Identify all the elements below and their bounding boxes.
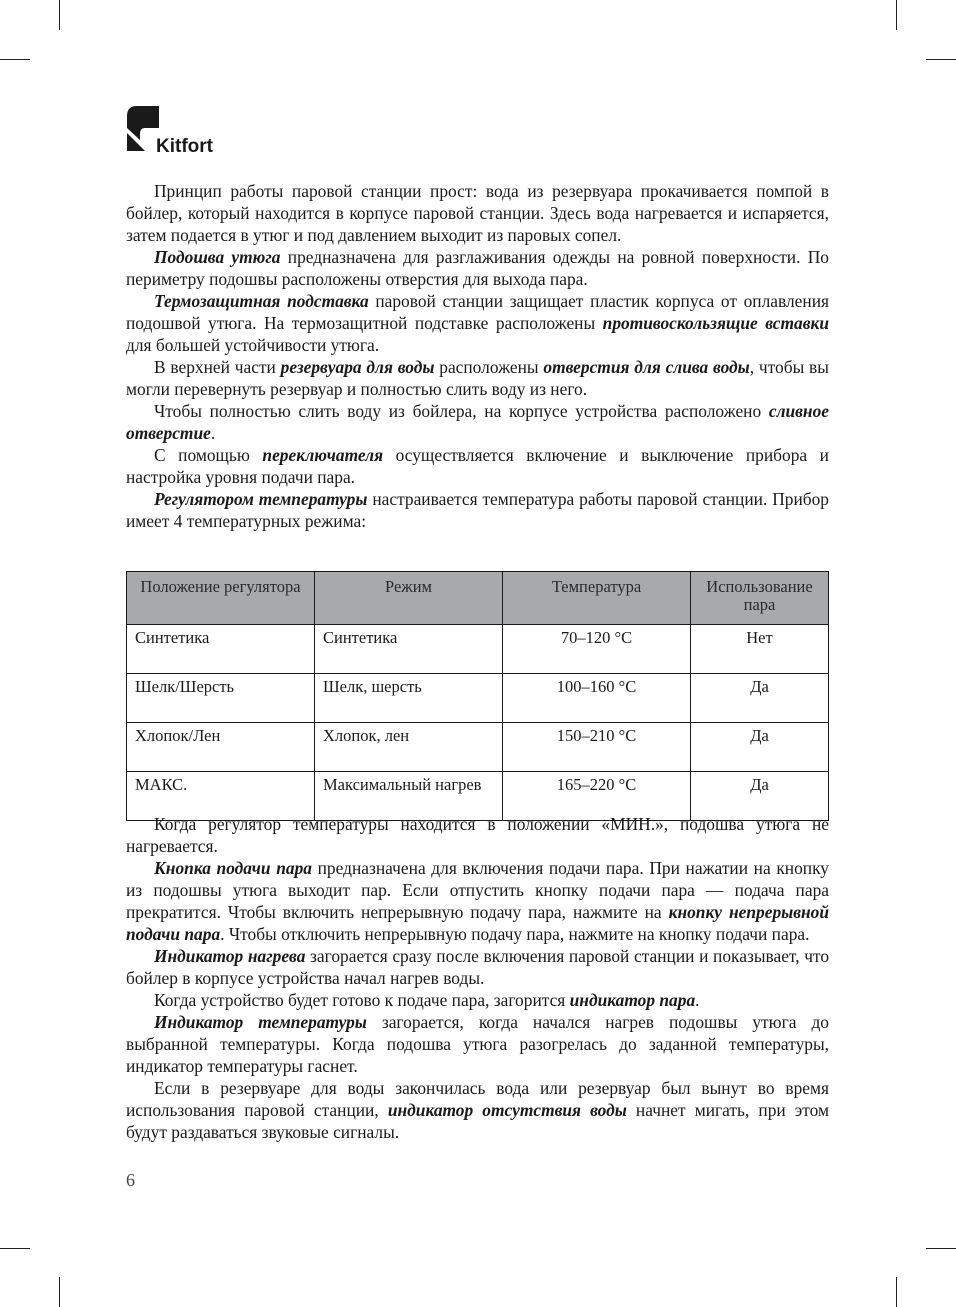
crop-mark <box>0 1248 30 1249</box>
paragraph <box>126 857 829 945</box>
paragraph <box>126 356 829 400</box>
emphasized-term: Кнопка подачи пара <box>154 858 312 878</box>
crop-mark <box>926 1248 956 1249</box>
paragraph-text: . <box>695 990 700 1010</box>
emphasized-term: отверстия для слива воды <box>543 357 750 377</box>
paragraph-text: Когда регулятор температуры находится в положении «МИН.», подошва утюга не нагревается. <box>126 814 829 856</box>
paragraph-text: Когда устройство будет готово к подаче пара, загорится <box>154 990 570 1010</box>
paragraph-text: Принцип работы паровой станции прост: вода из резервуара прокачивается помпой в бойлер, который находится в корпусе паровой станции. Здесь вода нагревается и испаряется, затем подается в утюг и под давлением выходит из паровых сопел. <box>126 181 829 245</box>
table-row <box>127 625 829 674</box>
emphasized-term: кнопку непрерывной подачи пара <box>126 902 829 944</box>
crop-mark <box>59 1277 60 1307</box>
paragraph-text: загорается сразу после включения паровой станции и показывает, что бойлер в корпусе устройства начал нагрев воды. <box>126 946 830 988</box>
table-cell: 100–160 °C <box>503 674 691 723</box>
temperature-modes-table <box>126 571 829 821</box>
paragraph <box>126 290 829 356</box>
table-cell: Да <box>691 723 829 772</box>
paragraph-text: В верхней части <box>154 357 281 377</box>
emphasized-term: Термозащитная подставка <box>154 291 369 311</box>
emphasized-term: индикатор отсутствия воды <box>387 1100 627 1120</box>
paragraph-text: осуществляется включение и выключение прибора и настройка уровня подачи пара. <box>126 445 829 487</box>
paragraph <box>126 989 829 1011</box>
table-cell: Синтетика <box>127 625 315 674</box>
paragraph-text: С помощью <box>154 445 263 465</box>
page-number: 6 <box>126 1170 135 1190</box>
table-cell: 165–220 °C <box>503 772 691 821</box>
emphasized-term: переключателя <box>262 445 384 465</box>
paragraph <box>126 1011 829 1077</box>
paragraph-text: . Чтобы отключить непрерывную подачу пара, нажмите на кнопку подачи пара. <box>220 924 810 944</box>
paragraph-text: Чтобы полностью слить воду из бойлера, на корпусе устройства расположено <box>154 401 769 421</box>
column-header: Режим <box>315 572 503 625</box>
paragraph-text: паровой станции защищает пластик корпуса от оплавления подошвой утюга. На термозащитной подставке расположены <box>126 291 829 333</box>
table-cell: Да <box>691 772 829 821</box>
emphasized-term: противоскользящие вставки <box>602 313 829 333</box>
paragraph-text: предназначена для разглаживания одежды на ровной поверхности. По периметру подошвы расположены отверстия для выхода пара. <box>126 247 829 289</box>
table-header-row <box>127 572 829 625</box>
paragraph-text: . <box>210 423 216 443</box>
crop-mark <box>0 59 30 60</box>
table-cell: Нет <box>691 625 829 674</box>
table-cell: Шелк/Шерсть <box>127 674 315 723</box>
emphasized-term: Индикатор температуры <box>154 1012 367 1032</box>
paragraph <box>126 945 829 989</box>
paragraph <box>126 180 829 246</box>
table-cell: 70–120 °C <box>503 625 691 674</box>
table-row <box>127 723 829 772</box>
paragraph-text: загорается, когда начался нагрев подошвы утюга до выбранной температуры. Когда подошва утюга разогрелась до заданной температуры, индикатор температуры гаснет. <box>126 1012 829 1076</box>
table-cell: Шелк, шерсть <box>315 674 503 723</box>
emphasized-term: Регулятором температуры <box>154 489 368 509</box>
intro-text <box>126 180 829 532</box>
crop-mark <box>896 0 897 30</box>
emphasized-term: индикатор пара <box>569 990 696 1010</box>
crop-mark <box>896 1277 897 1307</box>
paragraph <box>126 444 829 488</box>
paragraph <box>126 400 829 444</box>
table-cell: Синтетика <box>315 625 503 674</box>
paragraph-text: начнет мигать, при этом будут раздаваться звуковые сигналы. <box>126 1100 830 1142</box>
emphasized-term: Индикатор нагрева <box>154 946 306 966</box>
paragraph <box>126 488 829 532</box>
paragraph-text: расположены <box>434 357 544 377</box>
crop-mark <box>926 59 956 60</box>
column-header: Положение регулятора <box>127 572 315 625</box>
emphasized-term: Подошва утюга <box>154 247 281 267</box>
paragraph-text: Если в резервуаре для воды закончилась вода или резервуар был вынут во время использования паровой станции, <box>126 1078 829 1120</box>
paragraph-text: настраивается температура работы паровой станции. Прибор имеет 4 температурных режима: <box>126 489 829 531</box>
table-cell: 150–210 °C <box>503 723 691 772</box>
brand-name: Kitfort <box>156 136 213 157</box>
table-cell: Максимальный нагрев <box>315 772 503 821</box>
table-row <box>127 674 829 723</box>
column-header: Использование пара <box>691 572 829 625</box>
paragraph <box>126 813 829 857</box>
table-cell: Да <box>691 674 829 723</box>
paragraph <box>126 246 829 290</box>
emphasized-term: резервуара для воды <box>280 357 435 377</box>
paragraph-text: для большей устойчивости утюга. <box>126 335 380 355</box>
table-cell: МАКС. <box>127 772 315 821</box>
column-header: Температура <box>503 572 691 625</box>
table-cell: Хлопок/Лен <box>127 723 315 772</box>
description-text <box>126 813 829 1143</box>
paragraph <box>126 1077 829 1143</box>
table-cell: Хлопок, лен <box>315 723 503 772</box>
crop-mark <box>59 0 60 30</box>
paragraph-text: , чтобы вы могли перевернуть резервуар и полностью слить воду из него. <box>126 357 829 399</box>
paragraph-text: предназначена для включения подачи пара. При нажатии на кнопку из подошвы утюга выходит пар. Если отпустить кнопку подачи пара — подача пара прекратится. Чтобы включить непрерывную подачу пара, нажмите на <box>126 858 829 922</box>
emphasized-term: сливное отверстие <box>126 401 829 443</box>
